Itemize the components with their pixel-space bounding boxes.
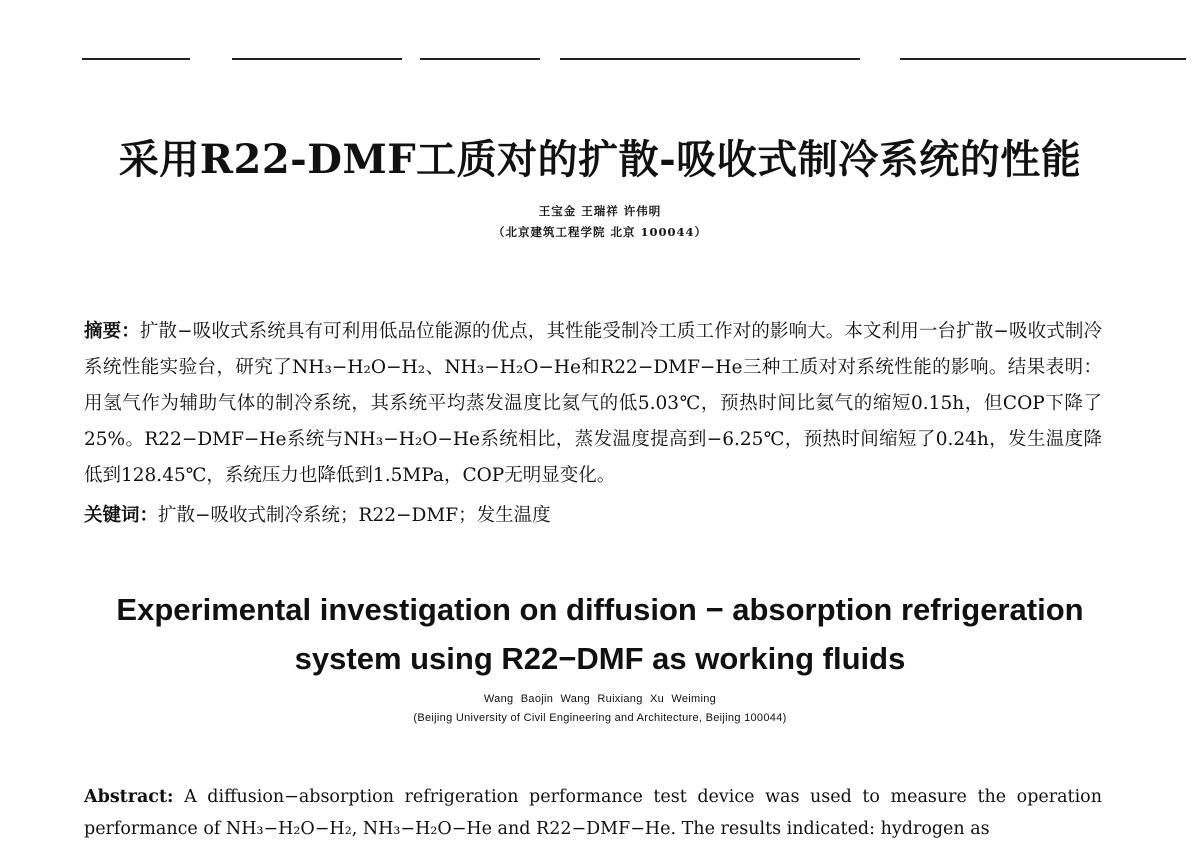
english-abstract-text: A diffusion−absorption refrigeration performance test device was used to measure the operation performance of NH₃−H₂O−H₂, NH₃−H₂O−He and R22−DMF−He. The results indicated: hydrogen as <box>84 787 1102 839</box>
english-title-line1: Experimental investigation on diffusion − absorption refrigeration <box>116 592 1084 627</box>
chinese-title: 采用R22-DMF工质对的扩散-吸收式制冷系统的性能 <box>118 136 1082 183</box>
english-authors: Wang Baojin Wang Ruixiang Xu Weiming <box>483 693 717 705</box>
chinese-keywords-label: 关键词： <box>84 505 159 526</box>
english-affiliation: (Beijing University of Civil Engineering and Architecture, Beijing 100044) <box>413 712 787 724</box>
top-rule-segment <box>82 58 190 60</box>
english-abstract <box>84 781 1102 845</box>
chinese-abstract-label: 摘要： <box>84 321 140 342</box>
english-abstract-label: Abstract: <box>84 787 174 807</box>
top-rule-segment <box>900 58 1186 60</box>
english-title-line2: system using R22−DMF as working fluids <box>294 641 906 676</box>
chinese-abstract <box>84 314 1102 494</box>
chinese-affiliation: （北京建筑工程学院 北京 100044） <box>492 225 708 239</box>
top-rule-segment <box>232 58 402 60</box>
chinese-abstract-text: 扩散−吸收式系统具有可利用低品位能源的优点，其性能受制冷工质工作对的影响大。本文利用一台扩散−吸收式制冷系统性能实验台，研究了NH₃−H₂O−H₂、NH₃−H₂O−He和R22−DMF−He三种工质对对系统性能的影响。结果表明：用氢气作为辅助气体的制冷系统，其系统平均蒸发温度比氦气的低5.03℃，预热时间比氦气的缩短0.15h，但COP下降了25%。R22−DMF−He系统与NH₃−H₂O−He系统相比，蒸发温度提高到−6.25℃，预热时间缩短了0.24h，发生温度降低到128.45℃，系统压力也降低到1.5MPa，COP无明显变化。 <box>84 321 1102 486</box>
chinese-keywords-text: 扩散−吸收式制冷系统；R22−DMF；发生温度 <box>158 505 551 526</box>
chinese-keywords <box>84 502 1102 530</box>
top-rule-segment <box>420 58 540 60</box>
chinese-authors: 王宝金 王瑞祥 许伟明 <box>538 204 662 218</box>
top-rule-segment <box>560 58 860 60</box>
english-title <box>0 585 1200 683</box>
